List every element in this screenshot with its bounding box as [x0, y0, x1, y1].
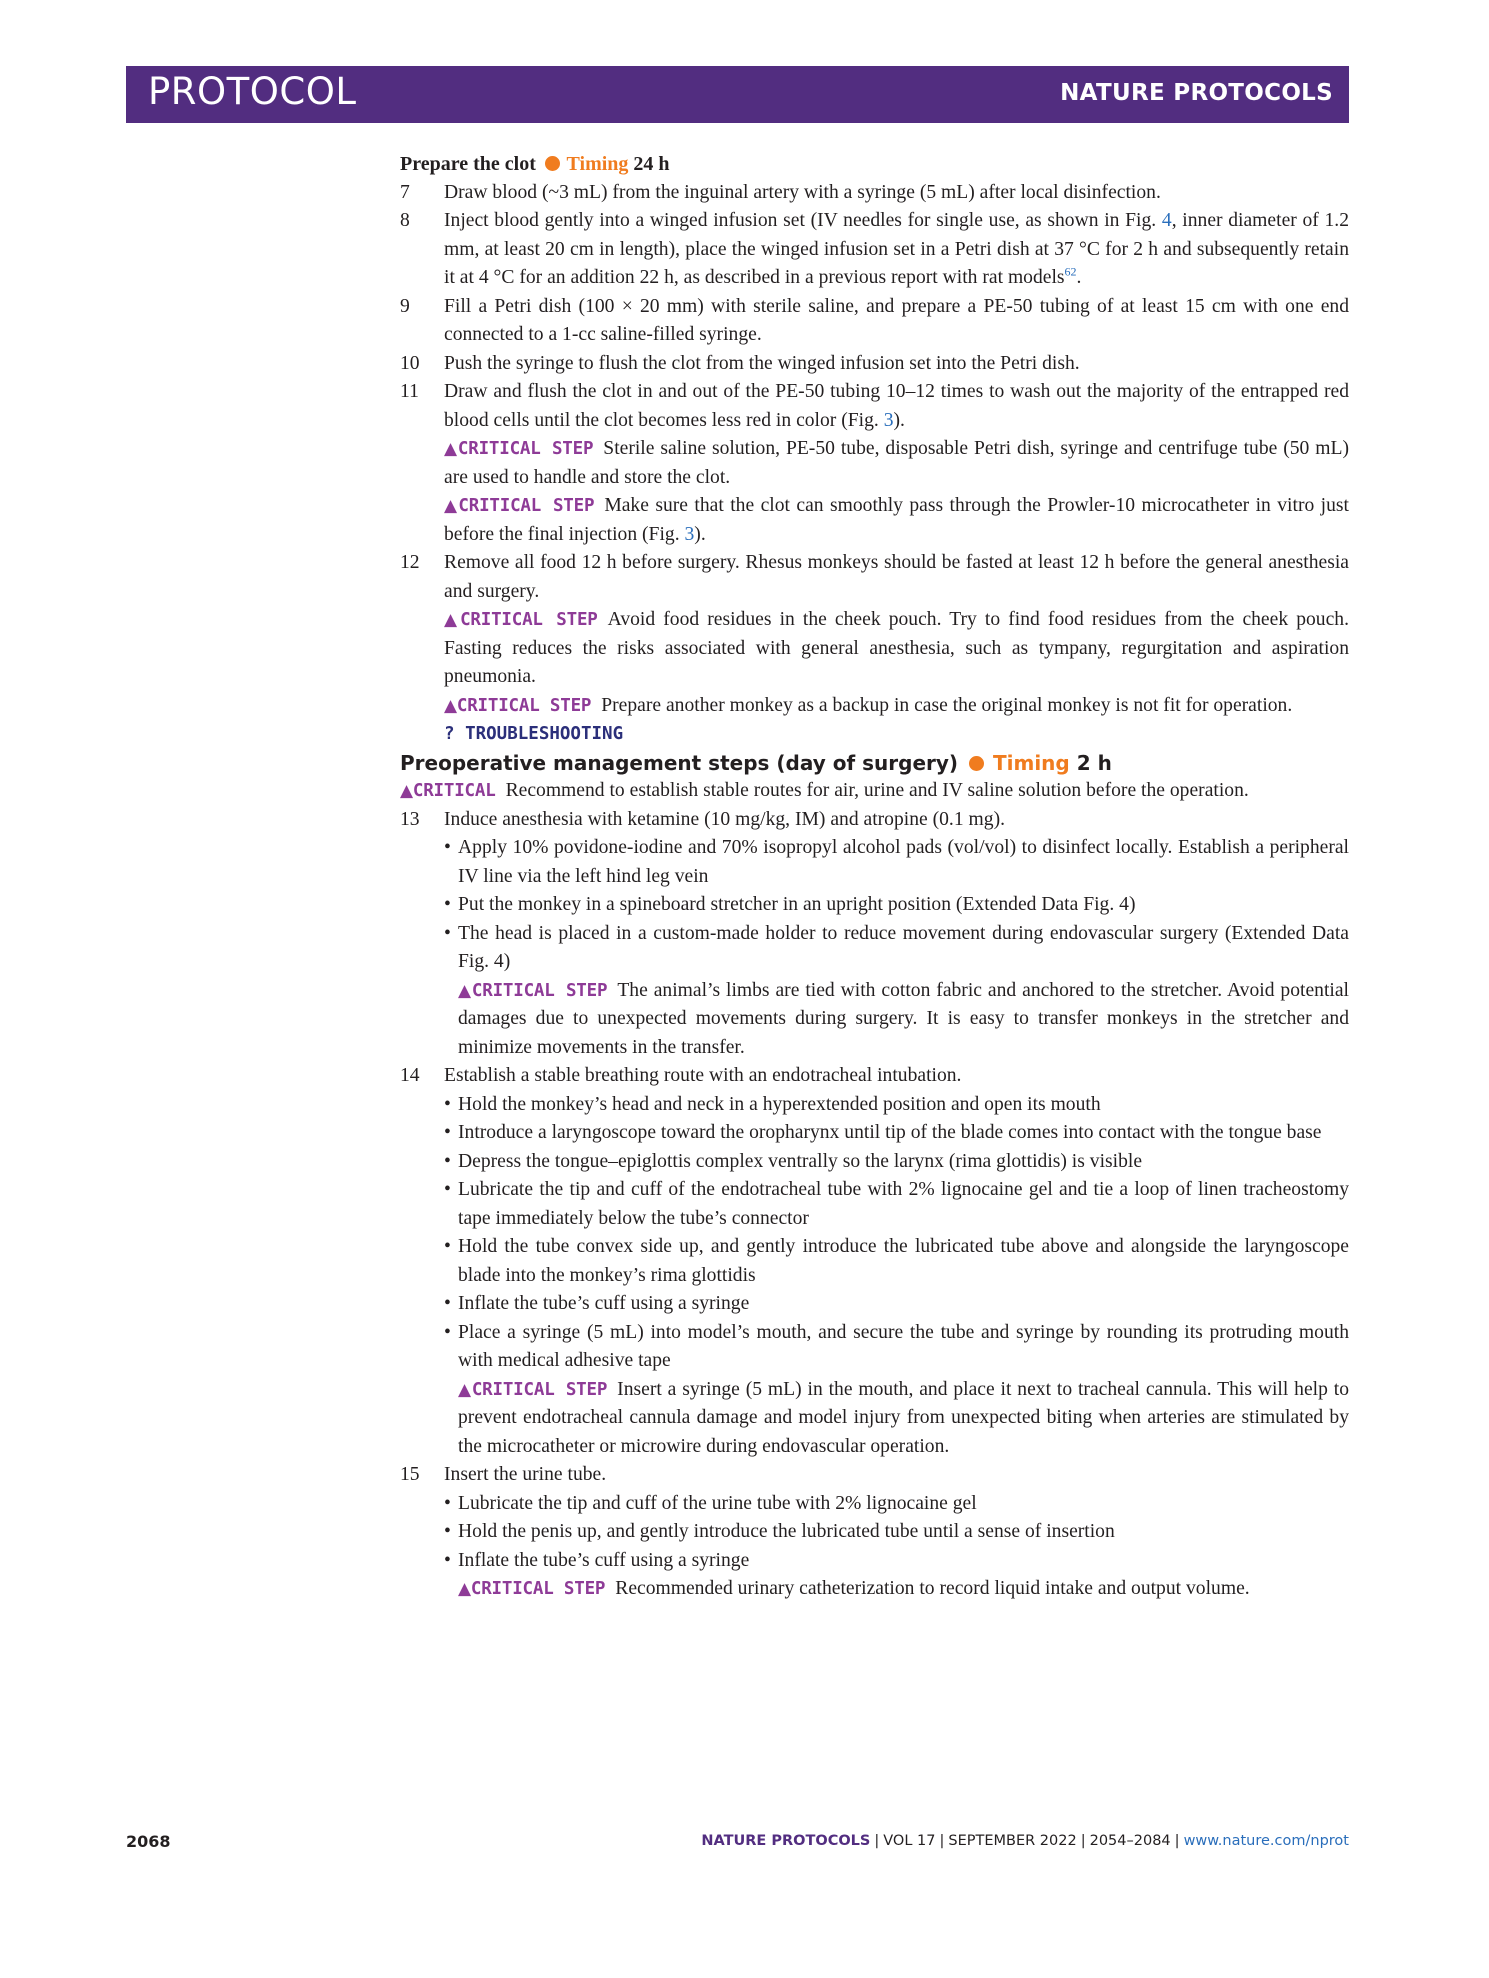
critical-step-text: CRITICAL STEP — [458, 496, 595, 516]
critical-text-label: CRITICAL — [412, 781, 496, 801]
step-number: 8 — [400, 210, 410, 231]
citation-link[interactable]: 62 — [1064, 264, 1077, 279]
step-text: Insert the urine tube. — [444, 1464, 607, 1485]
step-14 — [400, 1062, 1349, 1091]
bullet-icon: • — [444, 1122, 451, 1143]
critical-step-text: CRITICAL STEP — [471, 1379, 608, 1400]
page-body — [400, 150, 1349, 1604]
timing-label: Timing — [566, 153, 629, 175]
critical-step-note — [400, 692, 1349, 721]
journal-label: NATURE PROTOCOLS — [1060, 80, 1333, 106]
step-text: , inner diameter of 1.2 mm, at least 20 cm in length), place the winged infusion set in a Petri dish at 37 °C for 2 h and subsequently retain it at 4 °C for an addition 22 h, as described in a previous report with rat models — [444, 210, 1349, 288]
bullet-text: Depress the tongue–epiglottis complex ventrally so the larynx (rima glottidis) is visible — [458, 1150, 1143, 1172]
bullet-icon: • — [444, 1492, 451, 1514]
warning-triangle-icon: ▲ — [400, 781, 413, 801]
bullet-item — [400, 1547, 1349, 1576]
separator: | — [874, 1833, 880, 1849]
step-11 — [400, 378, 1349, 435]
critical-step-text: CRITICAL STEP — [456, 695, 592, 716]
critical-step-note — [400, 492, 1349, 549]
figure-reference-link[interactable]: 3 — [883, 409, 894, 431]
critical-text: The animal’s limbs are tied with cotton fabric and anchored to the stretcher. Avoid potential damages due to unexpected movements during surgery. It is easy to transfer monkeys in the stretcher and minimize movements in the transfer. — [458, 979, 1349, 1058]
critical-step-label — [444, 496, 594, 516]
bullet-icon: • — [444, 1150, 451, 1172]
bullet-item — [400, 1233, 1349, 1290]
bullet-text: Lubricate the tip and cuff of the endotracheal tube with 2% lignocaine gel and tie a loop of linen tracheostomy tape immediately below the tube’s connector — [458, 1179, 1349, 1229]
timing-dot-icon — [545, 156, 560, 171]
warning-triangle-icon: ▲ — [458, 1579, 471, 1599]
critical-step-text: CRITICAL STEP — [457, 439, 594, 459]
bullet-text: Lubricate the tip and cuff of the urine tube with 2% lignocaine gel — [458, 1492, 977, 1514]
bullet-icon: • — [444, 837, 451, 858]
step-8 — [400, 207, 1349, 293]
critical-step-label — [458, 1380, 607, 1400]
step-text: ). — [893, 409, 905, 431]
step-number: 15 — [400, 1464, 420, 1485]
critical-text: Insert a syringe (5 mL) in the mouth, and place it next to tracheal cannula. This will help to prevent endotracheal cannula damage and model injury from unexpected biting when arteries are stimulated by the microcatheter or microwire during endovascular operation. — [458, 1378, 1350, 1457]
bullet-item — [400, 1490, 1349, 1519]
bullet-item — [400, 1091, 1349, 1120]
bullet-item — [400, 1176, 1349, 1233]
timing-value: 24 h — [633, 153, 670, 175]
step-text: Remove all food 12 h before surgery. Rhesus monkeys should be fasted at least 12 h before the general anesthesia and surgery. — [444, 552, 1349, 602]
footer-volume: VOL 17 — [883, 1833, 936, 1849]
bullet-icon: • — [444, 1236, 451, 1257]
critical-note — [400, 777, 1349, 806]
step-text: Establish a stable breathing route with an endotracheal intubation. — [444, 1065, 962, 1086]
bullet-icon: • — [444, 1093, 451, 1115]
section-title: Prepare the clot — [400, 153, 536, 175]
critical-step-note — [400, 435, 1349, 492]
separator: | — [1080, 1833, 1086, 1849]
bullet-item — [400, 1119, 1349, 1148]
critical-label — [400, 781, 496, 801]
bullet-icon: • — [444, 1549, 451, 1571]
bullet-text: Introduce a laryngoscope toward the oropharynx until tip of the blade comes into contact with the tongue base — [458, 1122, 1322, 1143]
critical-step-text: CRITICAL STEP — [470, 1579, 606, 1599]
bullet-icon: • — [444, 1179, 451, 1200]
critical-step-label — [458, 1579, 605, 1599]
page-number: 2068 — [126, 1832, 171, 1851]
bullet-text: Place a syringe (5 mL) into model’s mouth, and secure the tube and syringe by rounding its protruding mouth with medical adhesive tape — [458, 1321, 1349, 1371]
bullet-text: Hold the penis up, and gently introduce the lubricated tube until a sense of insertion — [458, 1521, 1115, 1542]
footer-pages: 2054–2084 — [1089, 1833, 1171, 1849]
warning-triangle-icon: ▲ — [444, 695, 457, 716]
section-label: PROTOCOL — [148, 70, 357, 113]
section-heading-preoperative — [400, 749, 1349, 778]
bullet-item — [400, 1290, 1349, 1319]
critical-step-note — [400, 1376, 1349, 1462]
footer-date: SEPTEMBER 2022 — [948, 1833, 1077, 1849]
step-number: 14 — [400, 1065, 420, 1086]
section-title: Preoperative management steps (day of surgery) — [400, 750, 959, 775]
bullet-icon: • — [444, 894, 451, 915]
bullet-item — [400, 1319, 1349, 1376]
critical-step-note — [400, 977, 1349, 1063]
step-number: 12 — [400, 552, 420, 573]
bullet-text: The head is placed in a custom-made holder to reduce movement during endovascular surgery (Extended Data Fig. 4) — [458, 922, 1349, 972]
warning-triangle-icon: ▲ — [458, 1379, 472, 1400]
bullet-text: Hold the tube convex side up, and gently introduce the lubricated tube above and alongside the laryngoscope blade into the monkey’s rima glottidis — [458, 1236, 1349, 1286]
critical-step-note — [400, 1575, 1349, 1604]
step-7 — [400, 179, 1349, 208]
critical-step-label — [444, 610, 598, 630]
critical-step-label — [444, 439, 593, 459]
bullet-icon: • — [444, 1293, 451, 1314]
separator: | — [1174, 1833, 1180, 1849]
timing-label: Timing — [992, 750, 1070, 775]
timing-value: 2 h — [1076, 750, 1112, 775]
footer-citation — [701, 1833, 1349, 1849]
step-15 — [400, 1461, 1349, 1490]
critical-step-text: CRITICAL STEP — [471, 980, 608, 1001]
bullet-item — [400, 920, 1349, 977]
step-number: 7 — [400, 181, 410, 203]
warning-triangle-icon: ▲ — [444, 496, 459, 516]
bullet-text: Apply 10% povidone-iodine and 70% isopropyl alcohol pads (vol/vol) to disinfect locally. Establish a peripheral IV line via the left hind leg vein — [458, 837, 1349, 887]
bullet-icon: • — [444, 1321, 451, 1343]
step-text: . — [1076, 267, 1082, 288]
critical-step-note — [400, 606, 1349, 692]
bullet-text: Put the monkey in a spineboard stretcher in an upright position (Extended Data Fig. 4) — [458, 894, 1136, 915]
running-header — [126, 66, 1349, 123]
critical-text: Avoid food residues in the cheek pouch. Try to find food residues from the cheek pouch. Fasting reduces the risks associated with general anesthesia, such as tympany, regurgitation and aspiration pneumonia. — [444, 609, 1349, 687]
step-text: Fill a Petri dish (100 × 20 mm) with sterile saline, and prepare a PE-50 tubing of at least 15 cm with one end connected to a 1-cc saline-filled syringe. — [444, 295, 1349, 345]
critical-text: Prepare another monkey as a backup in case the original monkey is not fit for operation. — [601, 694, 1293, 716]
bullet-text: Inflate the tube’s cuff using a syringe — [458, 1293, 750, 1314]
bullet-item — [400, 891, 1349, 920]
timing-dot-icon — [969, 756, 984, 771]
footer-journal: NATURE PROTOCOLS — [701, 1833, 871, 1849]
step-text: Draw blood (~3 mL) from the inguinal artery with a syringe (5 mL) after local disinfection. — [444, 181, 1161, 203]
step-number: 13 — [400, 808, 420, 830]
warning-triangle-icon: ▲ — [444, 610, 461, 630]
critical-step-label — [458, 981, 607, 1001]
step-number: 11 — [400, 381, 419, 402]
critical-step-label — [444, 696, 591, 716]
step-text: Inject blood gently into a winged infusion set (IV needles for single use, as shown in Fig. — [444, 210, 1162, 231]
step-12 — [400, 549, 1349, 606]
figure-reference-link[interactable]: 4 — [1161, 210, 1172, 231]
footer-url-link[interactable]: www.nature.com/nprot — [1183, 1833, 1349, 1849]
warning-triangle-icon: ▲ — [458, 980, 472, 1001]
critical-text: ). — [694, 523, 706, 545]
bullet-icon: • — [444, 1521, 451, 1542]
bullet-item — [400, 1518, 1349, 1547]
step-number: 10 — [400, 352, 420, 374]
critical-text: Sterile saline solution, PE-50 tube, disposable Petri dish, syringe and centrifuge tube (50 mL) are used to handle and store the clot. — [444, 438, 1350, 488]
step-text: Draw and flush the clot in and out of the PE-50 tubing 10–12 times to wash out the majority of the entrapped red blood cells until the clot becomes less red in color (Fig. — [444, 381, 1349, 431]
critical-text: Recommend to establish stable routes for air, urine and IV saline solution before the operation. — [505, 780, 1249, 801]
critical-text: Make sure that the clot can smoothly pass through the Prowler-10 microcatheter in vitro just before the final injection (Fig. — [444, 495, 1349, 545]
step-9 — [400, 293, 1349, 350]
step-10 — [400, 350, 1349, 379]
troubleshooting-link[interactable]: ? TROUBLESHOOTING — [444, 724, 624, 744]
bullet-icon: • — [444, 922, 451, 944]
step-number: 9 — [400, 295, 410, 317]
separator: | — [939, 1833, 945, 1849]
bullet-item — [400, 1148, 1349, 1177]
critical-text: Recommended urinary catheterization to record liquid intake and output volume. — [615, 1578, 1250, 1599]
figure-reference-link[interactable]: 3 — [684, 523, 695, 545]
step-13 — [400, 806, 1349, 835]
section-heading-prepare-clot — [400, 150, 1349, 179]
bullet-text: Inflate the tube’s cuff using a syringe — [458, 1549, 750, 1571]
step-text: Push the syringe to flush the clot from the winged infusion set into the Petri dish. — [444, 352, 1080, 374]
bullet-item — [400, 834, 1349, 891]
bullet-text: Hold the monkey’s head and neck in a hyperextended position and open its mouth — [458, 1093, 1101, 1115]
critical-step-text: CRITICAL STEP — [460, 610, 598, 630]
step-text: Induce anesthesia with ketamine (10 mg/kg, IM) and atropine (0.1 mg). — [444, 808, 1005, 830]
warning-triangle-icon: ▲ — [444, 439, 458, 459]
